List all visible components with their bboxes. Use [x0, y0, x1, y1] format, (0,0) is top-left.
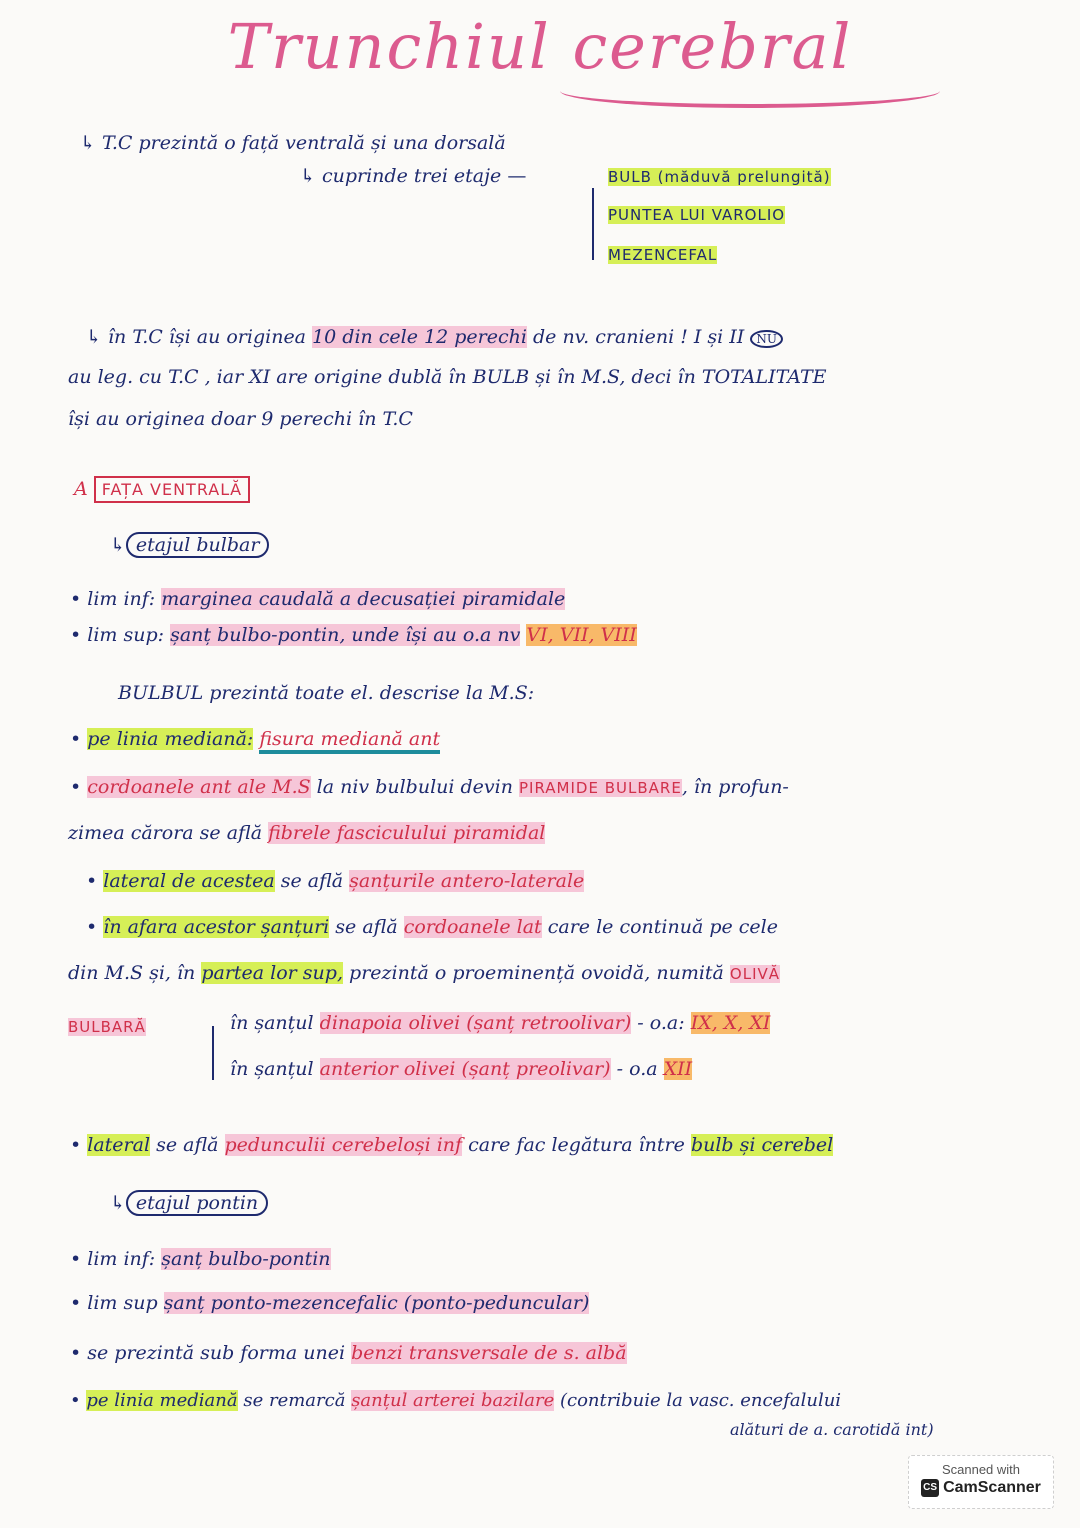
- origin-text-a: în T.C își au originea: [107, 326, 307, 348]
- origin-text-2b: XI are origine dublă în BULB și în M.S, deci în TOTALITATE: [249, 366, 827, 388]
- label: lim sup: [87, 1292, 158, 1314]
- label: lim inf:: [87, 1248, 156, 1270]
- value: marginea caudală a decusației piramidale: [161, 588, 566, 610]
- retro-c: - o.a:: [637, 1012, 685, 1034]
- bulbar-heading-text: etajul bulbar: [126, 532, 270, 558]
- nerves-badge: VI, VII, VIII: [526, 624, 637, 646]
- outside-a: în afara acestor șanțuri: [103, 916, 330, 938]
- origin-line-3: [68, 408, 413, 430]
- median-line: • pe linia mediană: fisura mediană ant: [70, 728, 440, 750]
- cord2-a: zimea cărora se află: [68, 822, 263, 844]
- value: fisura mediană ant: [259, 728, 440, 754]
- watermark-line-2: [909, 1479, 1053, 1497]
- median-e: alături de a. carotidă int): [730, 1420, 934, 1439]
- median-c: șanțul arterei bazilare: [351, 1390, 555, 1411]
- oliva-bracket: [212, 1026, 214, 1080]
- median-b: se remarcă: [243, 1390, 346, 1411]
- cord-line-2: [68, 822, 545, 844]
- retro-line: [230, 1012, 770, 1034]
- pre-c: - o.a: [616, 1058, 658, 1080]
- lateral-b: se află: [280, 870, 344, 892]
- value: șanț ponto-mezencefalic (ponto-peduncular): [163, 1292, 590, 1314]
- bulbar-lim-inf: • lim inf: marginea caudală a decusației piramidale: [70, 588, 566, 610]
- section-letter: A: [74, 478, 88, 500]
- page-title: [0, 10, 1080, 83]
- etaj-bulb: BULB (măduvă prelungită): [608, 168, 831, 186]
- peduncle-d: care fac legătura între: [468, 1134, 685, 1156]
- value: șanț bulbo-pontin, unde își au o.a nv: [170, 624, 521, 646]
- pre-line: [230, 1058, 692, 1080]
- origin-line-2: [68, 366, 827, 388]
- pontin-lim-inf: • lim inf: șanț bulbo-pontin: [70, 1248, 331, 1270]
- arrow-icon: ↳: [86, 326, 108, 348]
- arrow-icon: ↳: [110, 1192, 126, 1214]
- outside-c: cordoanele lat: [403, 916, 542, 938]
- etaje-bracket: [592, 188, 594, 260]
- median-d: (contribuie la vasc. encefalului: [559, 1390, 842, 1411]
- dash-icon: —: [507, 165, 527, 187]
- intro-text-1: T.C prezintă o față ventrală și una dorsală: [101, 132, 506, 154]
- peduncle-b: se află: [156, 1134, 219, 1156]
- form-b: benzi transversale de s. albă: [351, 1342, 627, 1364]
- cord-a: cordoanele ant ale M.S: [87, 776, 311, 798]
- outside2-d: OLIVĂ: [729, 965, 781, 983]
- value: șanț bulbo-pontin: [161, 1248, 331, 1270]
- arrow-icon: ↳: [110, 534, 126, 556]
- camscanner-icon: CS: [921, 1479, 939, 1497]
- section-a-heading: [74, 478, 250, 500]
- page-title-text: Trunchiul cerebral: [227, 10, 853, 83]
- pre-nerves: XII: [663, 1058, 693, 1080]
- peduncle-a: lateral: [87, 1134, 151, 1156]
- outside2-a: din M.S și, în: [68, 962, 196, 984]
- bulbar-lim-sup: • lim sup: șanț bulbo-pontin, unde își au o.a nv VI, VII, VIII: [70, 624, 637, 646]
- outside-line-1: • în afara acestor șanțuri se află cordoanele lat care le continuă pe cele: [86, 916, 778, 938]
- retro-a: în șanțul: [230, 1012, 314, 1034]
- label: lim sup:: [87, 624, 165, 646]
- outside2-b: partea lor sup,: [201, 962, 343, 984]
- origin-text-c: de nv. cranieni ! I și II: [533, 326, 745, 348]
- bulbul-line: [118, 682, 534, 704]
- intro-text-2: cuprinde trei etaje: [321, 165, 502, 187]
- pontin-heading: [110, 1192, 268, 1214]
- etaj-item-1: [608, 168, 831, 186]
- section-title: FAȚA VENTRALĂ: [94, 476, 250, 503]
- pontin-heading-text: etajul pontin: [126, 1190, 268, 1216]
- median-a: pe linia mediană: [86, 1390, 238, 1411]
- lateral-line: • lateral de acestea se află șanțurile antero-laterale: [86, 870, 585, 892]
- etaj-mezencefal: MEZENCEFAL: [608, 246, 718, 264]
- etaj-puntea: PUNTEA LUI VAROLIO: [608, 206, 786, 224]
- retro-nerves: IX, X, XI: [690, 1012, 771, 1034]
- origin-highlight: 10 din cele 12 perechi: [312, 326, 527, 348]
- pre-a: în șanțul: [230, 1058, 314, 1080]
- pontin-median-2: [730, 1420, 934, 1439]
- pre-b: anterior olivei (șanț preolivar): [319, 1058, 611, 1080]
- bulbul-text: BULBUL prezintă toate el. descrise la M.S:: [118, 682, 535, 704]
- oliva-text: BULBARĂ: [68, 1018, 146, 1036]
- title-underline: [560, 74, 940, 108]
- lateral-c: șanțurile antero-laterale: [349, 870, 585, 892]
- pontin-lim-sup: • lim sup șanț ponto-mezencefalic (ponto-peduncular): [70, 1292, 590, 1314]
- peduncle-line: • lateral se află pedunculii cerebeloși inf care fac legătura între bulb și cerebel: [70, 1134, 834, 1156]
- bulbar-heading: [110, 534, 269, 556]
- pontin-median: • pe linia mediană se remarcă șanțul arterei bazilare (contribuie la vasc. encefalului: [70, 1390, 842, 1411]
- intro-line-2: [300, 165, 526, 187]
- arrow-icon: ↳: [300, 165, 322, 187]
- label: pe linia mediană:: [87, 728, 254, 750]
- etaj-item-2: [608, 206, 785, 224]
- etaj-item-3: [608, 246, 717, 264]
- origin-text-2a: au leg. cu T.C , iar: [68, 366, 244, 388]
- cord-d: , în profun-: [681, 776, 789, 798]
- oliva-label: [68, 1018, 146, 1036]
- outside-b: se află: [335, 916, 398, 938]
- cord-b: la niv bulbului devin: [316, 776, 513, 798]
- origin-line-1: [86, 326, 783, 348]
- peduncle-c: pedunculii cerebeloși inf: [224, 1134, 463, 1156]
- outside-d: care le continuă pe cele: [547, 916, 778, 938]
- retro-b: dinapoia olivei (șanț retroolivar): [319, 1012, 632, 1034]
- cord2-b: fibrele fasciculului piramidal: [268, 822, 546, 844]
- intro-line-1: [80, 132, 506, 154]
- lateral-a: lateral de acestea: [103, 870, 275, 892]
- watermark-brand: CamScanner: [943, 1479, 1041, 1497]
- outside-line-2: [68, 962, 780, 984]
- outside2-c: prezintă o proeminență ovoidă, numită: [349, 962, 724, 984]
- form-a: se prezintă sub forma unei: [87, 1342, 346, 1364]
- nu-badge: NU: [750, 330, 783, 348]
- label: lim inf:: [87, 588, 156, 610]
- watermark-line-1: Scanned with: [941, 1462, 1021, 1477]
- pontin-form: • se prezintă sub forma unei benzi transversale de s. albă: [70, 1342, 627, 1364]
- peduncle-e: bulb și cerebel: [690, 1134, 834, 1156]
- origin-text-3: își au originea doar 9 perechi în T.C: [68, 408, 413, 430]
- arrow-icon: ↳: [80, 132, 102, 154]
- cord-line-1: • cordoanele ant ale M.S la niv bulbului devin PIRAMIDE BULBARE, în profun-: [70, 776, 789, 798]
- cord-c: PIRAMIDE BULBARE: [519, 779, 682, 797]
- camscanner-watermark: [908, 1455, 1054, 1509]
